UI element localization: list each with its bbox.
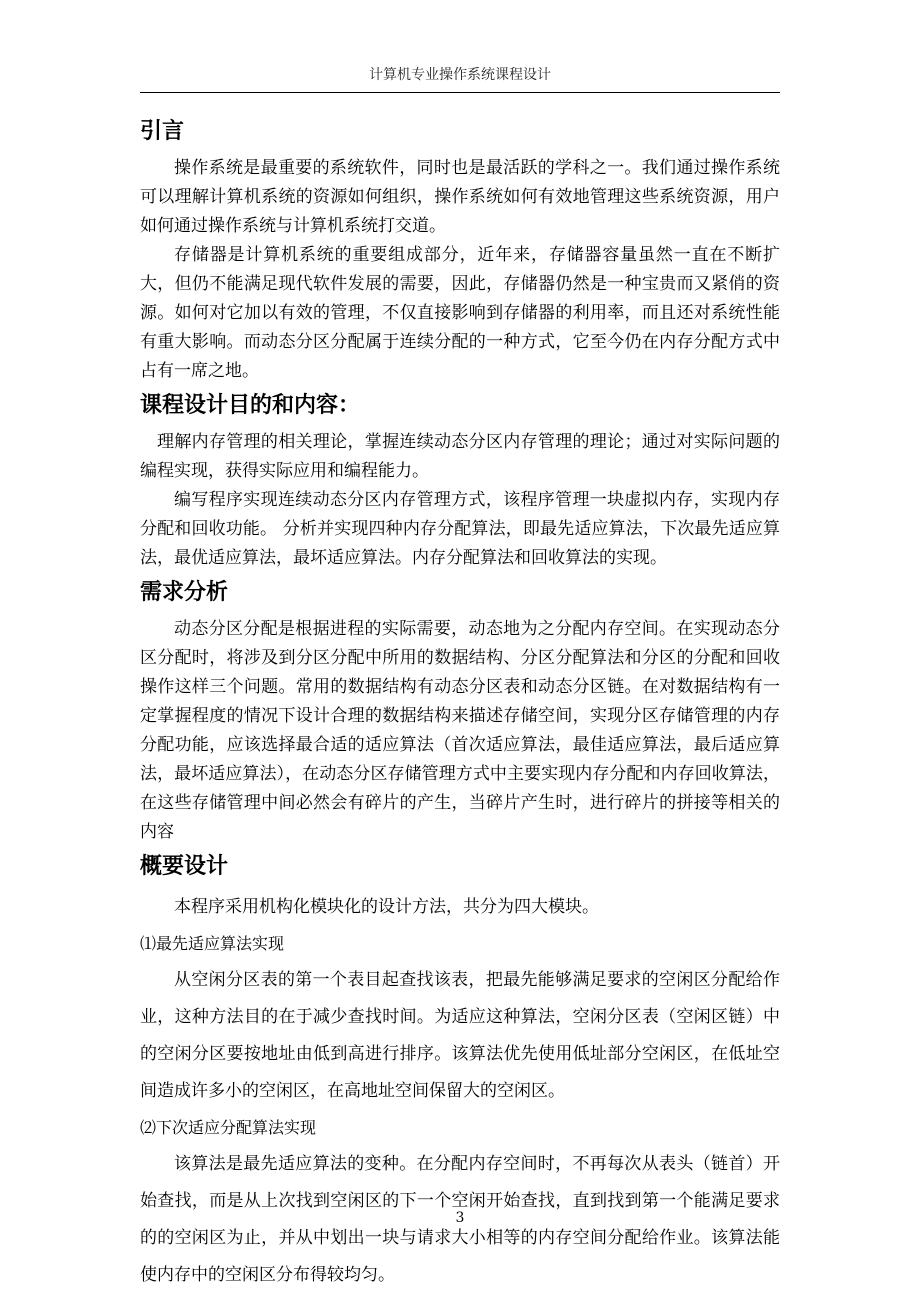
requirements-paragraph: 动态分区分配是根据进程的实际需要，动态地为之分配内存空间。在实现动态分区分配时，将涉及到分区分配中所用的数据结构、分区分配算法和分区的分配和回收操作这样三个问题。常用的数据结构有动态分区表和动态分区链。在对数据结构有一定掌握程度的情况下设计合理的数据结构来描述存储空间，实现分区存储管理的内存分配功能，应该选择最合适的适应算法（首次适应算法，最佳适应算法，最后适应算法，最坏适应算法），在动态分区存储管理方式中主要实现内存分配和内存回收算法，在这些存储管理中间必然会有碎片的产生，当碎片产生时，进行碎片的拼接等相关的内容 — [140, 619, 780, 842]
section-heading-intro: 引言 — [140, 119, 185, 144]
design-paragraph-3: 该算法是最先适应算法的变种。在分配内存空间时，不再每次从表头（链首）开始查找，而是从上次找到空闲区的下一个空闲开始查找，直到找到第一个能满足要求的的空闲区为止，并从中划出一块与请求大小相等的内存空间分配给作业。该算法能使内存中的空闲区分布得较均匀。 — [140, 1154, 780, 1285]
document-body — [140, 112, 780, 1294]
section-heading-requirements: 需求分析 — [140, 580, 229, 605]
header-divider — [140, 92, 780, 93]
page-number: 3 — [455, 1210, 465, 1226]
design-subheading-1: ⑴最先适应算法实现 — [140, 934, 285, 953]
page-header: 计算机专业操作系统课程设计 — [369, 67, 551, 83]
intro-paragraph-2: 存储器是计算机系统的重要组成部分，近年来，存储器容量虽然一直在不断扩大，但仍不能满足现代软件发展的需要，因此，存储器仍然是一种宝贵而又紧俏的资源。如何对它加以有效的管理，不仅直接影响到存储器的利用率，而且还对系统性能有重大影响。而动态分区分配属于连续分配的一种方式，它至今仍在内存分配方式中占有一席之地。 — [140, 245, 780, 381]
goal-paragraph-2: 编写程序实现连续动态分区内存管理方式，该程序管理一块虚拟内存，实现内存分配和回收功能。 分析并实现四种内存分配算法，即最先适应算法，下次最先适应算法，最优适应算法，最坏适应算法。内存分配算法和回收算法的实现。 — [140, 490, 780, 568]
design-paragraph-2: 从空闲分区表的第一个表目起查找该表，把最先能够满足要求的空闲区分配给作业，这种方法目的在于减少查找时间。为适应这种算法，空闲分区表（空闲区链）中的空闲分区要按地址由低到高进行排序。该算法优先使用低址部分空闲区，在低址空间造成许多小的空闲区，在高地址空间保留大的空闲区。 — [140, 970, 780, 1101]
intro-paragraph-1: 操作系统是最重要的系统软件，同时也是最活跃的学科之一。我们通过操作系统可以理解计算机系统的资源如何组织，操作系统如何有效地管理这些系统资源，用户如何通过操作系统与计算机系统打交道。 — [140, 158, 780, 236]
goal-paragraph-1: 理解内存管理的相关理论，掌握连续动态分区内存管理的理论；通过对实际问题的编程实现，获得实际应用和编程能力。 — [140, 432, 780, 481]
design-paragraph-1: 本程序采用机构化模块化的设计方法，共分为四大模块。 — [174, 897, 599, 917]
section-heading-design: 概要设计 — [140, 854, 229, 879]
design-subheading-2: ⑵下次适应分配算法实现 — [140, 1118, 317, 1137]
section-heading-goal: 课程设计目的和内容： — [140, 393, 361, 418]
